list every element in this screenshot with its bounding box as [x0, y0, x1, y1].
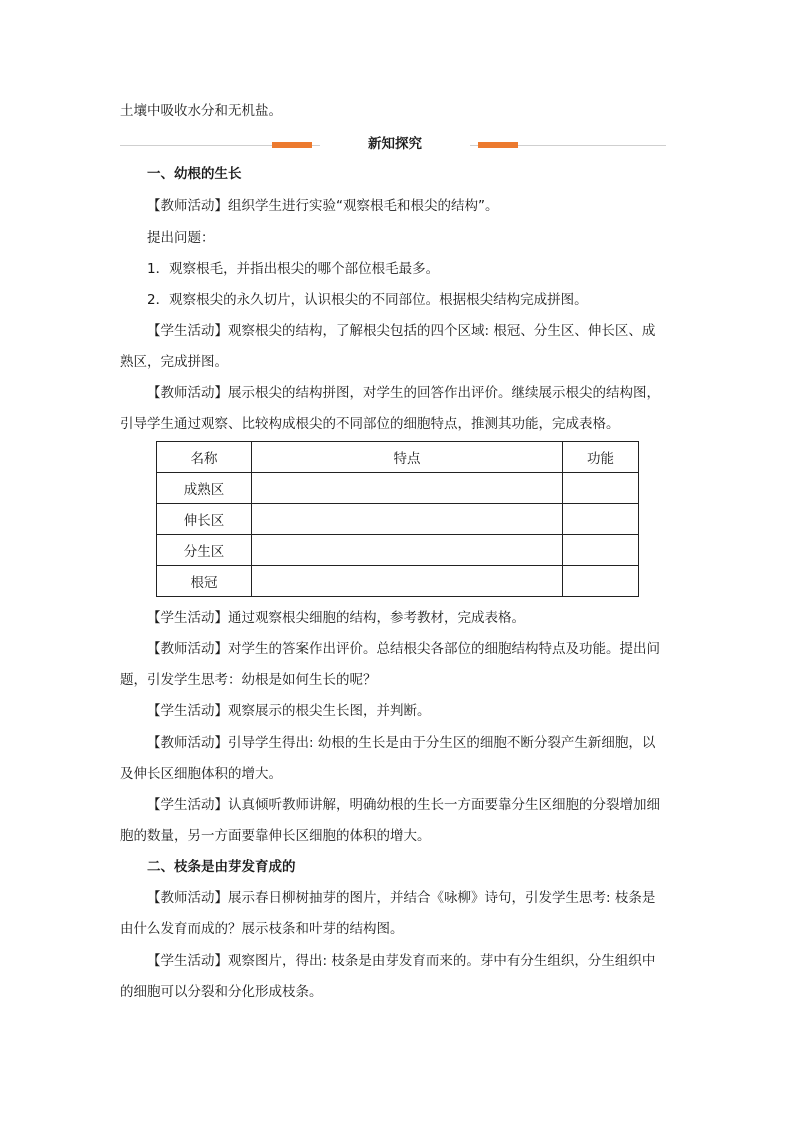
paragraph: 2．观察根尖的永久切片，认识根尖的不同部位。根据根尖结构完成拼图。 [147, 292, 588, 308]
table-cell-function[interactable] [563, 504, 639, 535]
banner-accent-right [478, 142, 518, 148]
table-cell-function[interactable] [563, 535, 639, 566]
paragraph: 【教师活动】展示春日柳树抽芽的图片，并结合《咏柳》诗句，引发学生思考: 枝条是 [147, 890, 656, 906]
paragraph: 【学生活动】观察展示的根尖生长图，并判断。 [147, 703, 431, 719]
paragraph: 题，引发学生思考：幼根是如何生长的呢？ [120, 672, 377, 688]
paragraph: 及伸长区细胞体积的增大。 [120, 766, 282, 782]
paragraph: 由什么发育而成的？展示枝条和叶芽的结构图。 [120, 921, 404, 937]
paragraph: 【学生活动】观察图片，得出: 枝条是由芽发育而来的。芽中有分生组织，分生组织中 [147, 953, 656, 969]
paragraph: 提出问题： [147, 230, 215, 246]
table-cell-feature[interactable] [252, 566, 563, 597]
paragraph: 胞的数量，另一方面要靠伸长区细胞的体积的增大。 [120, 828, 431, 844]
root-tip-table [156, 441, 639, 597]
table-row [157, 566, 639, 597]
paragraph: 1．观察根毛，并指出根尖的哪个部位根毛最多。 [147, 261, 440, 277]
table-row [157, 504, 639, 535]
section-banner [120, 133, 666, 155]
section1-heading: 一、幼根的生长 [147, 166, 242, 182]
section2-heading: 二、枝条是由芽发育成的 [147, 859, 296, 875]
paragraph: 【教师活动】引导学生得出: 幼根的生长是由于分生区的细胞不断分裂产生新细胞，以 [147, 735, 656, 751]
paragraph: 的细胞可以分裂和分化形成枝条。 [120, 984, 323, 1000]
paragraph: 【学生活动】观察根尖的结构，了解根尖包括的四个区域: 根冠、分生区、伸长区、成 [147, 323, 656, 339]
paragraph: 【学生活动】通过观察根尖细胞的结构，参考教材，完成表格。 [147, 610, 525, 626]
table-cell-feature[interactable] [252, 473, 563, 504]
table-cell-name: 根冠 [157, 566, 252, 597]
table-header-cell: 功能 [563, 442, 639, 473]
paragraph: 【教师活动】对学生的答案作出评价。总结根尖各部位的细胞结构特点及功能。提出问 [147, 641, 660, 657]
banner-accent-left [272, 142, 312, 148]
paragraph: 熟区，完成拼图。 [120, 354, 228, 370]
table-cell-name: 成熟区 [157, 473, 252, 504]
table-cell-function[interactable] [563, 473, 639, 504]
table-row [157, 535, 639, 566]
table-cell-feature[interactable] [252, 535, 563, 566]
table-cell-feature[interactable] [252, 504, 563, 535]
paragraph: 【学生活动】认真倾听教师讲解，明确幼根的生长一方面要靠分生区细胞的分裂增加细 [147, 797, 660, 813]
table-row [157, 473, 639, 504]
table-cell-name: 分生区 [157, 535, 252, 566]
table-cell-name: 伸长区 [157, 504, 252, 535]
table-cell-function[interactable] [563, 566, 639, 597]
paragraph: 【教师活动】展示根尖的结构拼图，对学生的回答作出评价。继续展示根尖的结构图， [147, 385, 660, 401]
table-header-cell: 特点 [252, 442, 563, 473]
paragraph: 引导学生通过观察、比较构成根尖的不同部位的细胞特点，推测其功能，完成表格。 [120, 416, 620, 432]
table-header-row [157, 442, 639, 473]
table-header-cell: 名称 [157, 442, 252, 473]
banner-title: 新知探究 [320, 133, 470, 155]
intro-tail-text: 土壤中吸收水分和无机盐。 [120, 103, 282, 119]
paragraph: 【教师活动】组织学生进行实验“观察根毛和根尖的结构”。 [147, 198, 499, 214]
